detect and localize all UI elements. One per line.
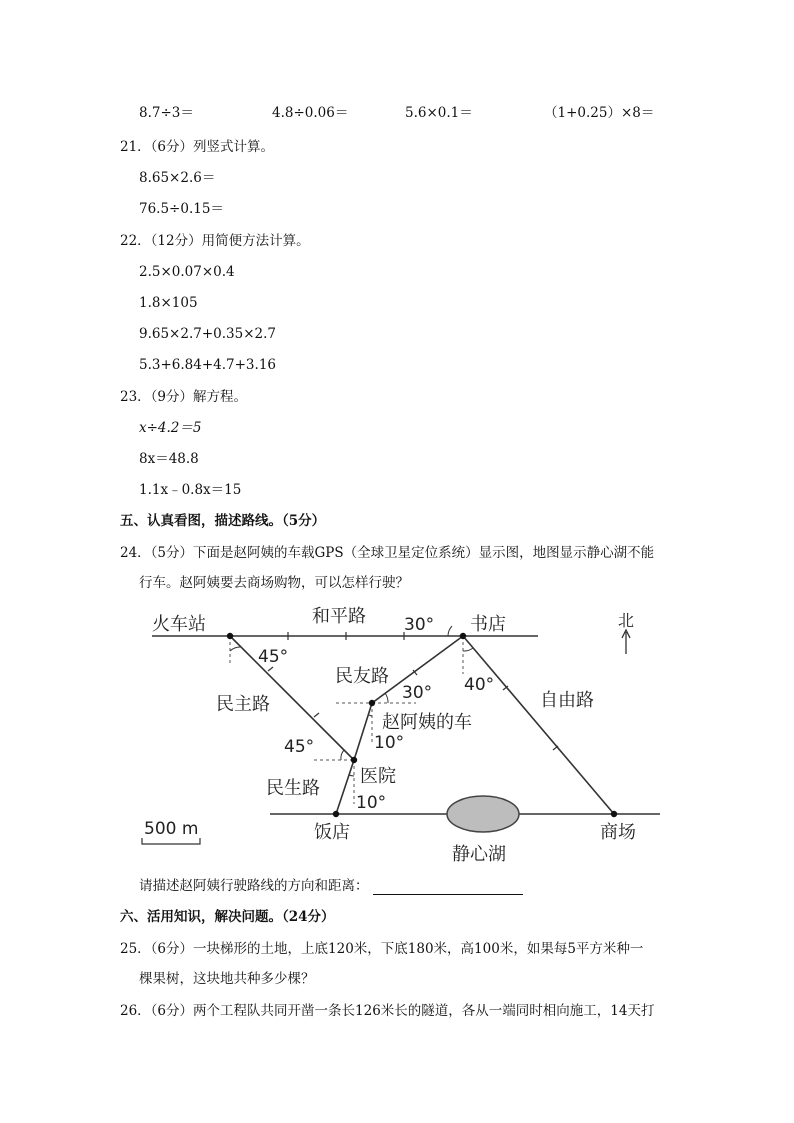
label-angle-45-hospital: 45° — [284, 737, 315, 757]
label-car: 赵阿姨的车 — [382, 712, 472, 733]
calc-item: 9.65×2.7+0.35×2.7 — [139, 326, 276, 342]
label-angle-10-car: 10° — [374, 733, 405, 753]
calc-item: 8.7÷3＝ — [139, 105, 194, 121]
label-hospital: 医院 — [360, 766, 396, 787]
label-restaurant: 饭店 — [314, 822, 350, 843]
label-minyou-road: 民友路 — [335, 666, 389, 687]
answer-prompt-text: 请描述赵阿姨行驶路线的方向和距离： — [139, 878, 369, 894]
calc-item: 2.5×0.07×0.4 — [139, 264, 235, 280]
label-bookstore: 书店 — [470, 614, 506, 635]
question-title: 21．（6分）列竖式计算。 — [120, 139, 275, 155]
label-heping-road: 和平路 — [312, 606, 366, 627]
section-heading: 六、活用知识，解决问题。（24分） — [120, 909, 335, 925]
label-angle-10-hospital: 10° — [356, 793, 387, 813]
label-north: 北 — [618, 611, 635, 630]
label-mall: 商场 — [600, 822, 636, 843]
question-text: 棵果树，这块地共种多少棵？ — [139, 971, 315, 987]
equation: 1.1x﹣0.8x＝15 — [139, 482, 242, 498]
question-text: 行车。赵阿姨要去商场购物，可以怎样行驶？ — [139, 575, 409, 591]
calc-item: 5.6×0.1＝ — [405, 105, 473, 121]
answer-blank[interactable] — [373, 880, 523, 895]
label-ziyou-road: 自由路 — [540, 690, 594, 711]
label-angle-30-car: 30° — [402, 683, 433, 703]
equation: x÷4.2＝5 — [139, 420, 202, 436]
calc-item: 1.8×105 — [139, 295, 198, 311]
equation: 8x＝48.8 — [139, 451, 199, 467]
label-minsheng-road: 民生路 — [266, 778, 320, 799]
calc-item: 5.3+6.84+4.7+3.16 — [139, 357, 276, 373]
label-train-station: 火车站 — [152, 614, 206, 635]
label-angle-45-top: 45° — [258, 647, 289, 667]
question-text: 24．（5分）下面是赵阿姨的车载GPS（全球卫星定位系统）显示图，地图显示静心湖不能 — [120, 545, 655, 561]
gps-map — [138, 604, 664, 866]
question-text: 26．（6分）两个工程队共同开凿一条长126米长的隧道，各从一端同时相向施工，14天打 — [120, 1003, 655, 1019]
label-scale: 500 m — [144, 819, 199, 839]
label-minzhu-road: 民主路 — [216, 694, 270, 715]
label-lake: 静心湖 — [452, 844, 506, 865]
calc-item: 76.5÷0.15＝ — [139, 201, 224, 217]
label-angle-40: 40° — [464, 675, 495, 695]
calc-item: 8.65×2.6＝ — [139, 170, 216, 186]
calc-item: （1+0.25）×8＝ — [544, 105, 655, 121]
question-text: 25．（6分）一块梯形的土地，上底120米，下底180米，高100米，如果每5平方米种一 — [120, 941, 644, 957]
lake-shape — [447, 796, 519, 832]
question-title: 23．（9分）解方程。 — [120, 389, 248, 405]
question-title: 22．（12分）用简便方法计算。 — [120, 233, 310, 249]
label-angle-30-bookstore: 30° — [404, 615, 435, 635]
answer-prompt — [139, 877, 523, 895]
calc-item: 4.8÷0.06＝ — [272, 105, 349, 121]
section-heading: 五、认真看图，描述路线。（5分） — [120, 513, 326, 529]
